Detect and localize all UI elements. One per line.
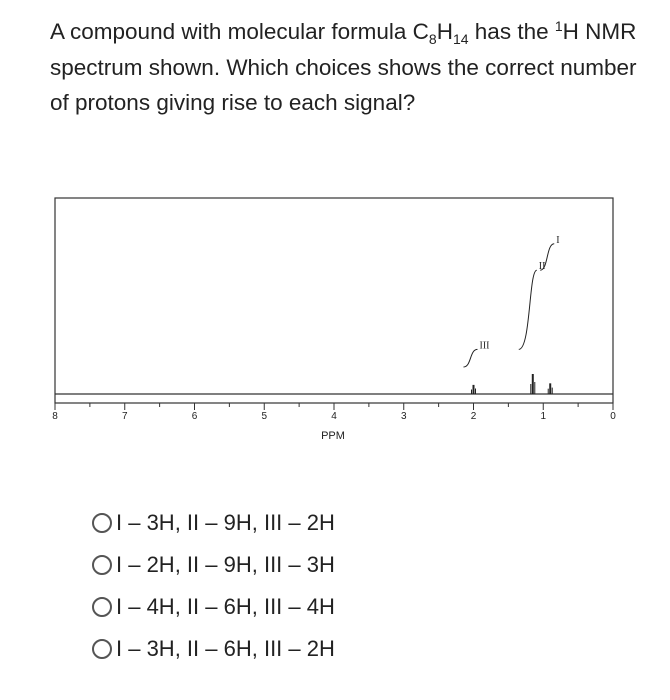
x-tick-label: 2 <box>470 411 477 422</box>
nmr-spectrum-chart <box>46 192 626 448</box>
x-axis-label: PPM <box>321 430 345 442</box>
integral-curve <box>519 270 537 349</box>
option-label: I – 3H, II – 6H, III – 2H <box>116 636 335 661</box>
option-label: I – 4H, II – 6H, III – 4H <box>116 594 335 619</box>
formula-subscript: 8 <box>428 31 437 47</box>
x-tick-label: 3 <box>400 411 407 422</box>
x-tick-label: 0 <box>610 411 616 422</box>
peaks <box>472 374 553 394</box>
peak-labels <box>480 235 560 352</box>
answer-options <box>92 502 335 670</box>
question-part: H NMR spectrum shown. Which choices shows the correct number of protons giving rise to each signal? <box>50 19 637 115</box>
radio-button[interactable] <box>92 597 112 617</box>
x-axis-ticks <box>52 403 616 422</box>
question-text <box>50 14 640 121</box>
option-label: I – 3H, II – 9H, III – 2H <box>116 510 335 535</box>
answer-option-1[interactable] <box>92 502 335 544</box>
option-label: I – 2H, II – 9H, III – 3H <box>116 552 335 577</box>
question-part: A compound with molecular formula C <box>50 19 429 44</box>
formula-subscript: 14 <box>452 31 469 47</box>
answer-option-2[interactable] <box>92 544 335 586</box>
x-tick-label: 4 <box>331 411 337 422</box>
x-tick-label: 5 <box>261 411 268 422</box>
frame-border <box>55 198 613 403</box>
peak-label: I <box>556 234 560 246</box>
x-tick-label: 7 <box>121 411 128 422</box>
plot-frame <box>55 198 613 403</box>
question-part: H <box>436 19 453 44</box>
integral-curve <box>464 349 478 367</box>
question-part: has the <box>468 19 555 44</box>
radio-button[interactable] <box>92 513 112 533</box>
isotope-superscript: 1 <box>554 18 563 34</box>
answer-option-4[interactable] <box>92 628 335 670</box>
radio-button[interactable] <box>92 639 112 659</box>
x-tick-label: 6 <box>191 411 198 422</box>
peak-label: III <box>479 340 490 352</box>
answer-option-3[interactable] <box>92 586 335 628</box>
radio-button[interactable] <box>92 555 112 575</box>
peak-label: II <box>538 261 546 273</box>
x-tick-label: 8 <box>52 411 58 422</box>
x-tick-label: 1 <box>540 411 547 422</box>
